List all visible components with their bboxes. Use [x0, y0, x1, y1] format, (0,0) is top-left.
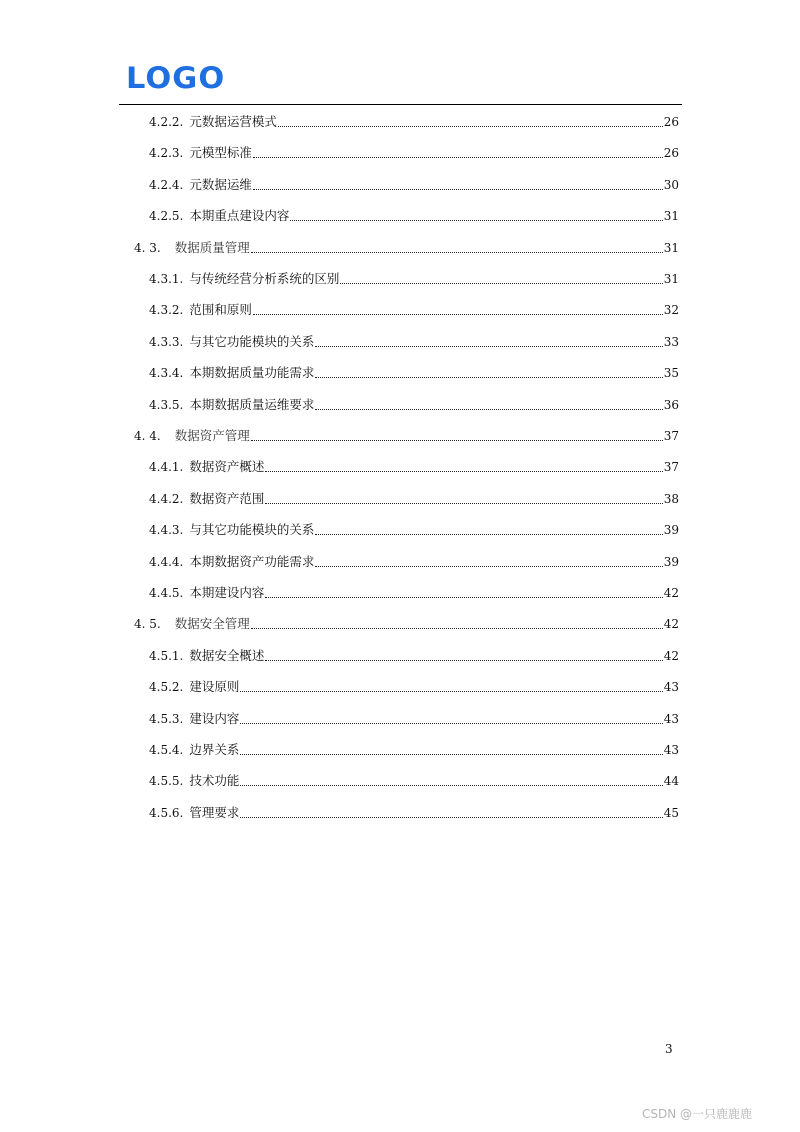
toc-entry-number: 4.5.4.: [149, 743, 184, 757]
toc-dot-leader: [315, 533, 662, 535]
toc-entry-title: 与传统经营分析系统的区别: [189, 271, 340, 286]
toc-entry-number: 4.5.6.: [149, 805, 184, 820]
toc-entry[interactable]: [149, 487, 679, 507]
toc-entry-page: 39: [663, 554, 679, 569]
toc-dot-leader: [251, 439, 663, 441]
toc-entry[interactable]: [149, 769, 679, 789]
toc-entry-number: 4.3.4.: [149, 366, 184, 381]
toc-entry[interactable]: [149, 455, 679, 475]
toc-entry-page: 45: [663, 805, 679, 820]
toc-entry-number: 4.4.1.: [149, 460, 184, 475]
toc-entry[interactable]: [149, 550, 679, 570]
toc-entry-page: 39: [663, 523, 679, 538]
toc-entry[interactable]: [149, 675, 679, 695]
toc-dot-leader: [240, 690, 662, 692]
toc-entry-number: 4.5.2.: [149, 680, 184, 695]
toc-entry-title: 元模型标准: [189, 145, 252, 161]
toc-entry-number: 4.4.5.: [149, 586, 184, 600]
toc-entry-number: 4.5.3.: [149, 711, 184, 726]
toc-entry-title: 数据资产范围: [189, 490, 265, 506]
toc-entry-number: 4.5.5.: [149, 774, 184, 789]
toc-dot-leader: [253, 188, 663, 190]
toc-entry-page: 44: [663, 774, 679, 789]
toc-entry[interactable]: [134, 236, 679, 256]
toc-entry-title: 元数据运营模式: [189, 114, 277, 129]
toc-entry-number: 4.2.2.: [149, 115, 184, 129]
toc-entry-number: 4.2.3.: [149, 146, 184, 161]
toc-entry[interactable]: [134, 612, 679, 632]
toc-dot-leader: [265, 470, 662, 472]
toc-entry-number: 4.3.2.: [149, 303, 184, 318]
toc-entry[interactable]: [149, 581, 679, 601]
toc-entry-page: 42: [663, 648, 679, 663]
toc-entry[interactable]: [134, 424, 679, 444]
toc-dot-leader: [240, 722, 662, 724]
toc-entry-title: 本期重点建设内容: [189, 208, 290, 224]
toc-entry-number: 4.4.4.: [149, 554, 184, 569]
watermark: CSDN @一只鹿鹿鹿: [642, 1107, 753, 1121]
toc-entry-title: 边界关系: [189, 742, 240, 757]
toc-dot-leader: [240, 784, 662, 786]
toc-entry-page: 31: [663, 240, 679, 255]
toc-entry-page: 31: [663, 209, 679, 224]
toc-entry-title: 管理要求: [189, 804, 240, 820]
toc-dot-leader: [240, 816, 662, 818]
toc-dot-leader: [251, 627, 663, 629]
toc-entry-title: 本期数据资产功能需求: [189, 553, 315, 569]
toc-entry[interactable]: [149, 141, 679, 161]
toc-entry-number: 4.2.4.: [149, 177, 184, 192]
toc-dot-leader: [253, 156, 663, 158]
toc-entry[interactable]: [149, 738, 679, 758]
toc-entry[interactable]: [149, 330, 679, 350]
toc-entry-title: 数据安全管理: [174, 616, 250, 632]
toc-dot-leader: [253, 313, 663, 315]
toc-entry-title: 技术功能: [189, 773, 240, 789]
toc-entry-page: 26: [663, 146, 679, 161]
logo: LOGO: [126, 61, 226, 95]
toc-entry[interactable]: [149, 644, 679, 664]
toc-dot-leader: [265, 659, 662, 661]
toc-entry-page: 35: [663, 366, 679, 381]
toc-entry-number: 4.4.3.: [149, 523, 184, 538]
toc-entry-number: 4.3.5.: [149, 397, 184, 412]
toc-entry-title: 数据质量管理: [174, 239, 250, 255]
toc-entry-title: 建设内容: [189, 710, 240, 726]
toc-entry[interactable]: [149, 361, 679, 381]
toc-entry-page: 31: [663, 272, 679, 286]
toc-entry[interactable]: [149, 267, 679, 287]
toc-entry-number: 4.3.1.: [149, 272, 184, 286]
toc-entry-title: 本期数据质量运维要求: [189, 396, 315, 412]
toc-entry-page: 43: [663, 711, 679, 726]
toc-dot-leader: [315, 376, 662, 378]
toc-dot-leader: [315, 565, 662, 567]
toc-entry-number: 4. 4.: [134, 429, 161, 443]
toc-entry-number: 4.4.2.: [149, 491, 184, 506]
toc-dot-leader: [265, 596, 662, 598]
toc-dot-leader: [315, 345, 662, 347]
toc-entry[interactable]: [149, 298, 679, 318]
toc-entry-title: 本期数据质量功能需求: [189, 365, 315, 381]
toc-dot-leader: [340, 282, 662, 284]
toc-entry-page: 37: [663, 429, 679, 443]
toc-entry-number: 4.2.5.: [149, 209, 184, 224]
header-rule: [119, 104, 682, 105]
toc-entry-page: 36: [663, 397, 679, 412]
toc-dot-leader: [265, 502, 662, 504]
toc-entry-page: 33: [663, 334, 679, 349]
toc-entry-page: 43: [663, 743, 679, 757]
toc-entry-page: 43: [663, 680, 679, 695]
toc-entry-title: 元数据运维: [189, 176, 252, 192]
toc-entry-title: 本期建设内容: [189, 585, 265, 600]
toc-entry-title: 与其它功能模块的关系: [189, 522, 315, 538]
toc-entry[interactable]: [149, 393, 679, 413]
toc-entry-title: 数据资产概述: [189, 459, 265, 475]
toc-entry[interactable]: [149, 204, 679, 224]
toc-entry-number: 4.3.3.: [149, 334, 184, 349]
toc-entry-page: 32: [663, 303, 679, 318]
toc-entry-title: 数据安全概述: [189, 647, 265, 663]
toc-entry-number: 4. 5.: [134, 617, 161, 632]
toc-entry-page: 30: [663, 177, 679, 192]
toc-dot-leader: [278, 125, 663, 127]
toc-entry[interactable]: [149, 801, 679, 821]
toc-entry-number: 4.5.1.: [149, 648, 184, 663]
toc-dot-leader: [251, 251, 663, 253]
toc-entry-page: 38: [663, 491, 679, 506]
toc-entry-title: 数据资产管理: [174, 428, 250, 443]
toc-entry[interactable]: [149, 707, 679, 727]
toc-entry-number: 4. 3.: [134, 240, 161, 255]
toc-entry-page: 37: [663, 460, 679, 475]
toc-entry[interactable]: [149, 518, 679, 538]
toc-entry-page: 26: [663, 115, 679, 129]
page-number: 3: [665, 1042, 673, 1056]
toc-dot-leader: [315, 408, 662, 410]
toc-entry-title: 范围和原则: [189, 302, 252, 318]
toc-entry-page: 42: [663, 617, 679, 632]
toc-entry-page: 42: [663, 586, 679, 600]
toc-dot-leader: [290, 219, 662, 221]
toc-entry-title: 与其它功能模块的关系: [189, 333, 315, 349]
toc-entry[interactable]: [149, 110, 679, 130]
toc-dot-leader: [240, 753, 662, 755]
toc-entry[interactable]: [149, 173, 679, 193]
toc-entry-title: 建设原则: [189, 679, 240, 695]
